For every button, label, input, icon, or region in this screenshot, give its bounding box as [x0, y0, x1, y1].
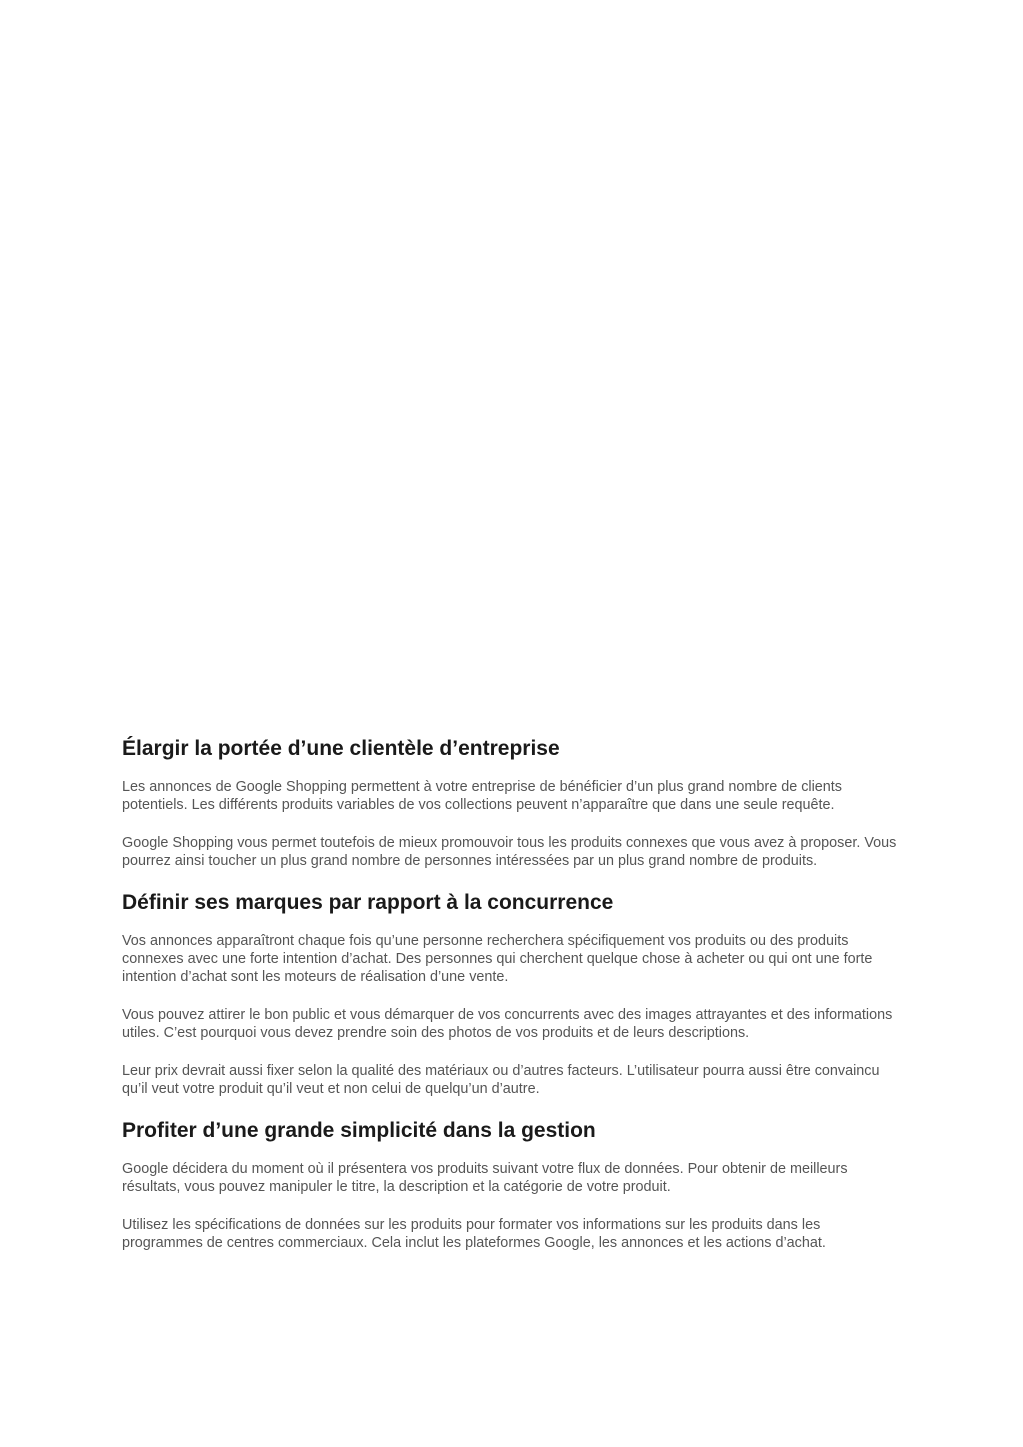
section-profiter [122, 1118, 902, 1252]
section-paragraph: Google décidera du moment où il présentera vos produits suivant votre flux de données. Pour obtenir de meilleurs résultats, vous pouvez manipuler le titre, la description et la catégorie de votre produit. [122, 1161, 848, 1195]
section-elargir [122, 736, 902, 870]
section-paragraph: Les annonces de Google Shopping permettent à votre entreprise de bénéficier d’un plus grand nombre de clients potentiels. Les différents produits variables de vos collections peuvent n’apparaître que dans une seule requête. [122, 779, 842, 813]
document-content [122, 736, 902, 1272]
section-heading: Définir ses marques par rapport à la concurrence [122, 891, 614, 914]
section-paragraph: Leur prix devrait aussi fixer selon la qualité des matériaux ou d’autres facteurs. L’utilisateur pourra aussi être convaincu qu’il veut votre produit qu’il veut et non celui de quelqu’un d’autre. [122, 1063, 880, 1097]
section-definir [122, 890, 902, 1098]
section-heading: Élargir la portée d’une clientèle d’entreprise [122, 737, 560, 760]
section-paragraph: Utilisez les spécifications de données sur les produits pour formater vos informations sur les produits dans les programmes de centres commerciaux. Cela inclut les plateformes Google, les annonces et les actions d’achat. [122, 1217, 826, 1251]
section-paragraph: Vous pouvez attirer le bon public et vous démarquer de vos concurrents avec des images attrayantes et des informations utiles. C’est pourquoi vous devez prendre soin des photos de vos produits et de leurs descriptions. [122, 1007, 893, 1041]
section-paragraph: Vos annonces apparaîtront chaque fois qu’une personne recherchera spécifiquement vos produits ou des produits connexes avec une forte intention d’achat. Des personnes qui cherchent quelque chose à acheter ou qui ont une forte intention d’achat sont les moteurs de réalisation d’une vente. [122, 933, 873, 985]
section-heading: Profiter d’une grande simplicité dans la gestion [122, 1119, 596, 1142]
section-paragraph: Google Shopping vous permet toutefois de mieux promouvoir tous les produits connexes que vous avez à proposer. Vous pourrez ainsi toucher un plus grand nombre de personnes intéressées par un plus grand nombre de produits. [122, 835, 897, 869]
